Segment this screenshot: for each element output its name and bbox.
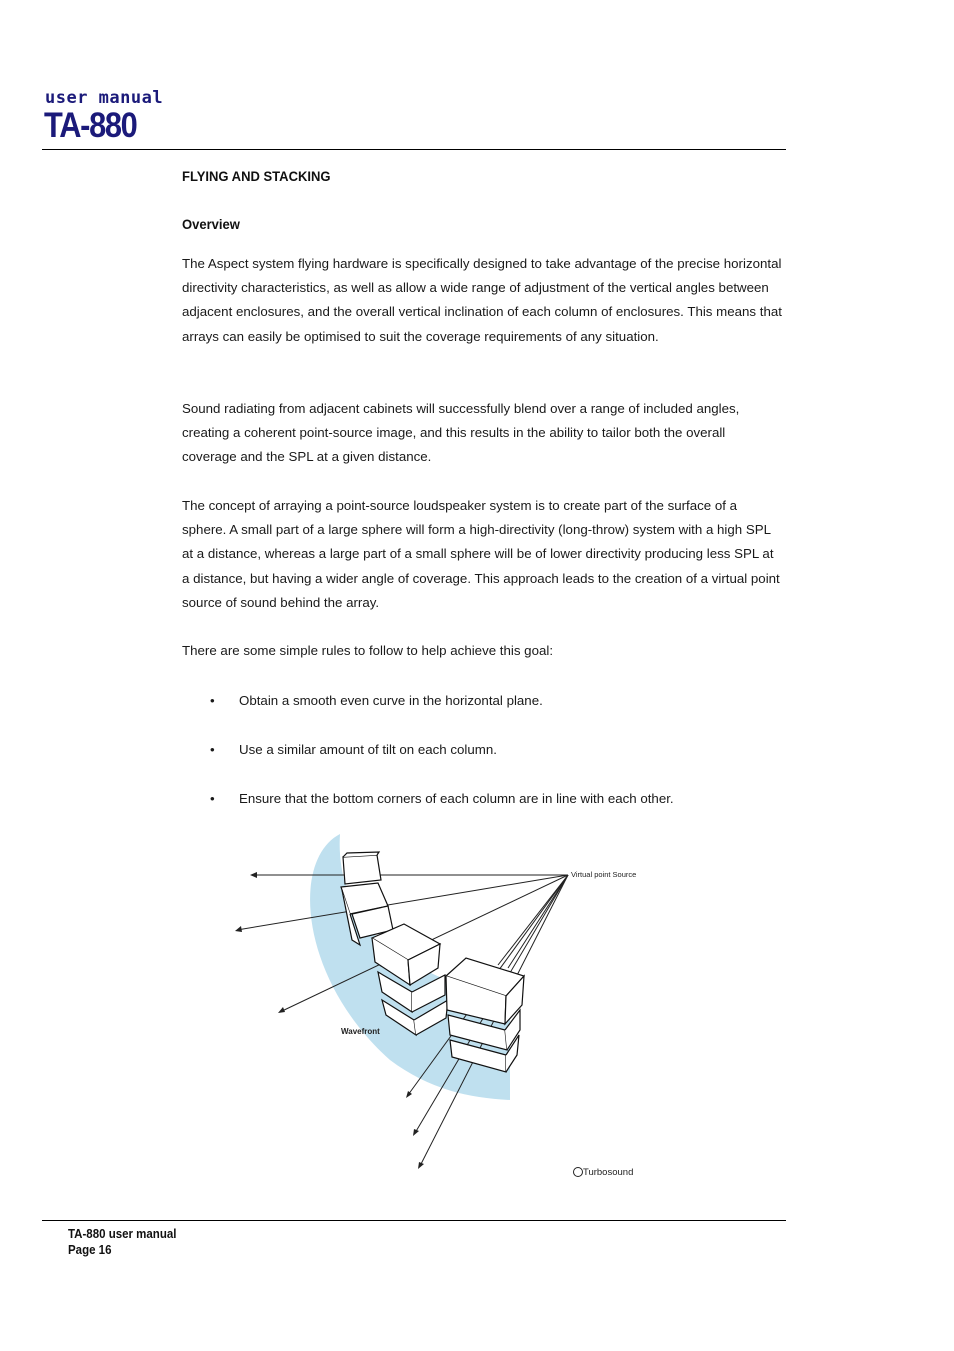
paragraph-2: Sound radiating from adjacent cabinets will successfully blend over a range of included angles, creating a coherent point-source image, and this results in the ability to tailor both the overall coverage and the SPL at a given distance. bbox=[182, 401, 740, 465]
header-subtitle: user manual bbox=[45, 88, 164, 108]
turbosound-logo bbox=[574, 1167, 634, 1178]
bullet-icon: • bbox=[210, 693, 215, 708]
footer-page-number: Page 16 bbox=[68, 1243, 112, 1257]
header-title: TA-880 bbox=[44, 106, 137, 145]
wavefront-label: Wavefront bbox=[341, 1027, 380, 1036]
footer-rule bbox=[42, 1220, 786, 1221]
paragraph-4: There are some simple rules to follow to help achieve this goal: bbox=[182, 643, 554, 658]
paragraph-3: The concept of arraying a point-source loudspeaker system is to create part of the surface of a sphere. A small part of a large sphere will form a high-directivity (long-throw) system with a high SPL at a distance, whereas a large part of a small sphere will be of lower directivity producing less SPL at a distance, but having a wider angle of coverage. This approach leads to the creation of a virtual point source of sound behind the array. bbox=[182, 498, 780, 610]
svg-text:Turbosound: Turbosound bbox=[583, 1167, 634, 1178]
section-heading: FLYING AND STACKING bbox=[182, 168, 331, 184]
bullet-icon: • bbox=[210, 742, 215, 757]
virtual-source-label: Virtual point Source bbox=[571, 870, 637, 879]
array-diagram bbox=[200, 830, 680, 1185]
header-rule bbox=[42, 149, 786, 150]
footer-manual-title: TA-880 user manual bbox=[68, 1227, 177, 1241]
bullet-icon: • bbox=[210, 791, 215, 806]
paragraph-1: The Aspect system flying hardware is specifically designed to take advantage of the precise horizontal directivity characteristics, as well as allow a wide range of adjustment of the vertical angles between adjacent enclosures, and the overall vertical inclination of each column of enclosures. This means that arrays can easily be optimised to suit the coverage requirements of any situation. bbox=[182, 256, 782, 344]
section-subheading: Overview bbox=[182, 216, 240, 232]
